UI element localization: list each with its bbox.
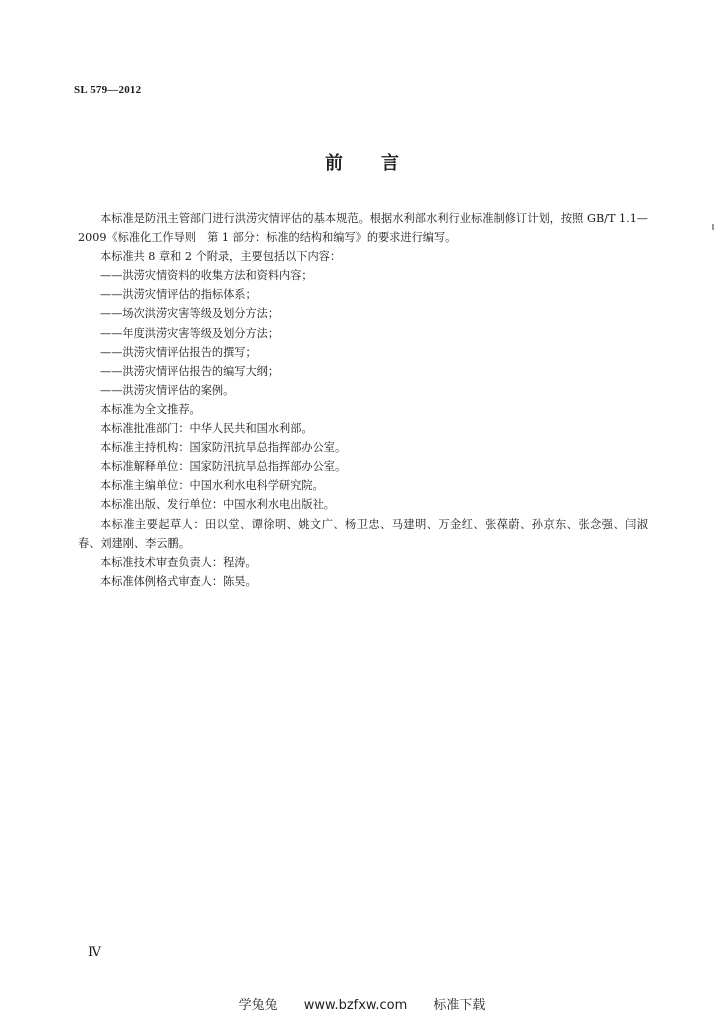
watermark-footer xyxy=(0,994,724,1013)
paragraph-publisher: 本标准出版、发行单位：中国水利水电出版社。 xyxy=(100,498,335,512)
list-item: ——洪涝灾情评估报告的撰写； xyxy=(100,345,257,359)
preface-body xyxy=(78,209,648,591)
watermark-tagline: 标准下载 xyxy=(433,998,486,1013)
paragraph-contents-intro: 本标准共 8 章和 2 个附录，主要包括以下内容： xyxy=(100,250,342,264)
list-item: ——洪涝灾情评估的案例。 xyxy=(100,383,235,397)
page-title: 前言 xyxy=(325,153,437,174)
standard-code: SL 579—2012 xyxy=(74,84,142,96)
list-item: ——洪涝灾情评估报告的编写大纲； xyxy=(100,364,280,378)
paragraph-host-org: 本标准主持机构：国家防汛抗旱总指挥部办公室。 xyxy=(100,441,347,455)
list-item: ——洪涝灾情资料的收集方法和资料内容； xyxy=(100,269,313,283)
paragraph-drafters: 本标准主要起草人：田以堂、谭徐明、姚文广、杨卫忠、马建明、万金红、张葆蔚、孙京东、张念强、闫淑春、刘建刚、李云鹏。 xyxy=(78,517,648,550)
paragraph-chief-editor-unit: 本标准主编单位：中国水利水电科学研究院。 xyxy=(100,479,324,493)
scan-edge-mark xyxy=(712,224,714,230)
paragraph-approval-dept: 本标准批准部门：中华人民共和国水利部。 xyxy=(100,422,313,436)
list-item: ——年度洪涝灾害等级及划分方法； xyxy=(100,326,280,340)
page-number: Ⅳ xyxy=(88,944,101,959)
watermark-site-name: 学兔兔 xyxy=(238,998,278,1013)
list-item: ——洪涝灾情评估的指标体系； xyxy=(100,288,257,302)
watermark-url: www.bzfxw.com xyxy=(303,998,408,1013)
paragraph-interpretation-unit: 本标准解释单位：国家防汛抗旱总指挥部办公室。 xyxy=(100,460,347,474)
paragraph-tech-reviewer: 本标准技术审查负责人：程涛。 xyxy=(100,555,257,569)
list-item: ——场次洪涝灾害等级及划分方法； xyxy=(100,307,280,321)
paragraph-format-reviewer: 本标准体例格式审查人：陈昊。 xyxy=(100,574,257,588)
paragraph-intro: 本标准是防汛主管部门进行洪涝灾情评估的基本规范。根据水利部水利行业标准制修订计划，按照 GB/T 1.1—2009《标准化工作导则 第 1 部分：标准的结构和编写》的要求进行编写。 xyxy=(78,212,648,245)
paragraph-recommendation: 本标准为全文推荐。 xyxy=(100,402,201,416)
